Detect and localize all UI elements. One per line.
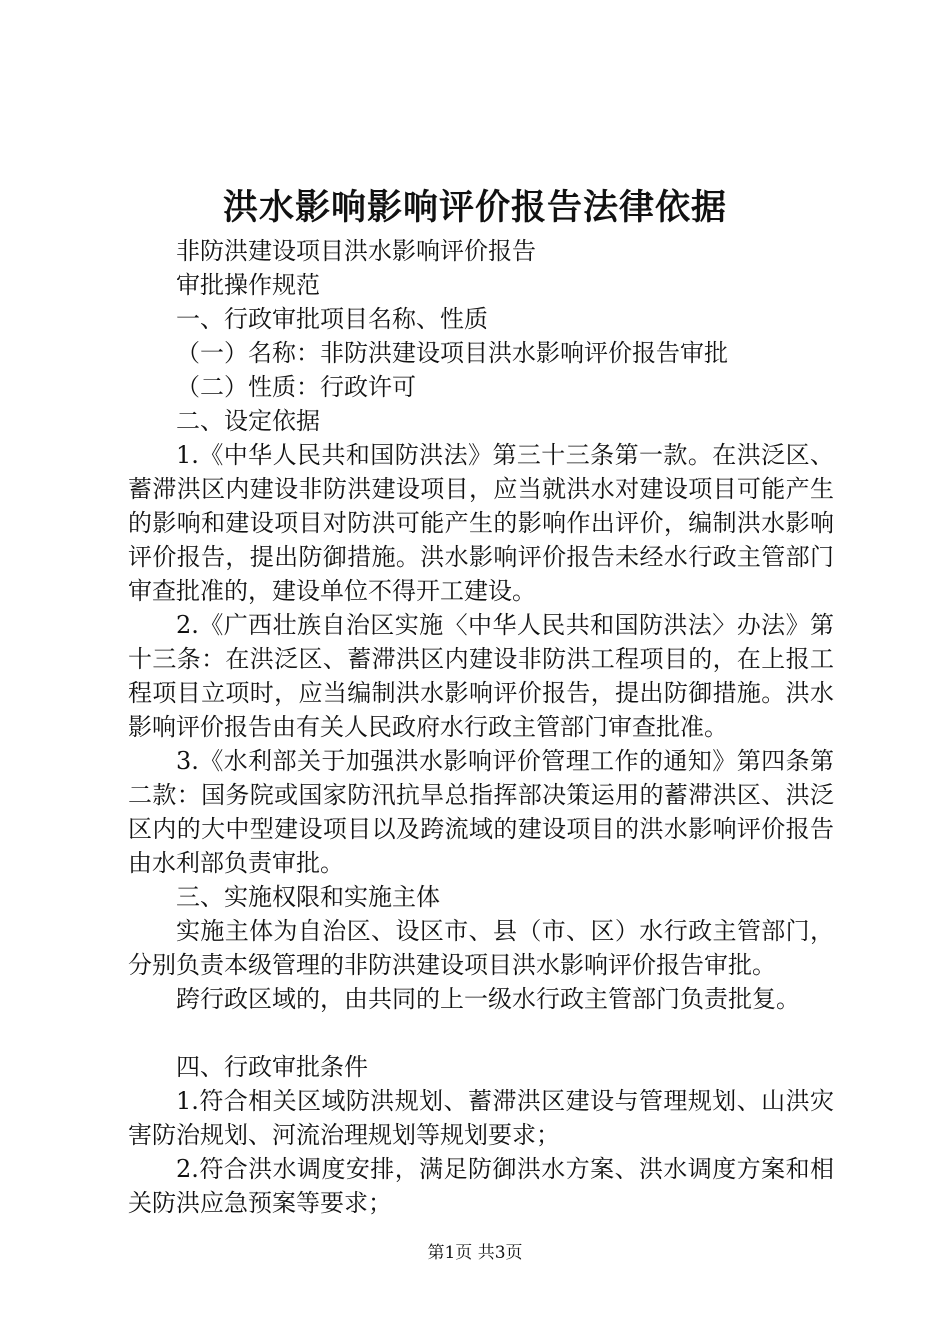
document-title: 洪水影响影响评价报告法律依据 <box>222 187 727 228</box>
section-heading: 一、行政审批项目名称、性质 <box>176 305 488 333</box>
document-body <box>128 234 834 1220</box>
paragraph: （一）名称：非防洪建设项目洪水影响评价报告审批 <box>176 339 728 367</box>
section-heading: 四、行政审批条件 <box>176 1053 368 1081</box>
paragraph: 跨行政区域的，由共同的上一级水行政主管部门负责批复。 <box>176 985 800 1013</box>
paragraph: 3.《水利部关于加强洪水影响评价管理工作的通知》第四条第二款：国务院或国家防汛抗旱总指挥部决策运用的蓄滞洪区、洪泛区内的大中型建设项目以及跨流域的建设项目的洪水影响评价报告由水利部负责审批。 <box>128 747 834 877</box>
page-number-footer: 第1页 共3页 <box>427 1243 523 1263</box>
paragraph: 1.《中华人民共和国防洪法》第三十三条第一款。在洪泛区、蓄滞洪区内建设非防洪建设项目，应当就洪水对建设项目可能产生的影响和建设项目对防洪可能产生的影响作出评价，编制洪水影响评价报告，提出防御措施。洪水影响评价报告未经水行政主管部门审查批准的，建设单位不得开工建设。 <box>128 441 834 605</box>
paragraph: 审批操作规范 <box>176 271 320 299</box>
paragraph: 非防洪建设项目洪水影响评价报告 <box>176 237 536 265</box>
paragraph: 1.符合相关区域防洪规划、蓄滞洪区建设与管理规划、山洪灾害防治规划、河流治理规划等规划要求； <box>128 1087 834 1149</box>
paragraph: 2.符合洪水调度安排，满足防御洪水方案、洪水调度方案和相关防洪应急预案等要求； <box>128 1155 834 1217</box>
paragraph: 实施主体为自治区、设区市、县（市、区）水行政主管部门，分别负责本级管理的非防洪建设项目洪水影响评价报告审批。 <box>128 917 834 979</box>
section-heading: 三、实施权限和实施主体 <box>176 883 440 911</box>
paragraph: 2.《广西壮族自治区实施〈中华人民共和国防洪法〉办法》第十三条：在洪泛区、蓄滞洪区内建设非防洪工程项目的，在上报工程项目立项时，应当编制洪水影响评价报告，提出防御措施。洪水影响评价报告由有关人民政府水行政主管部门审查批准。 <box>128 611 834 741</box>
section-heading: 二、设定依据 <box>176 407 320 435</box>
paragraph: （二）性质：行政许可 <box>176 373 416 401</box>
